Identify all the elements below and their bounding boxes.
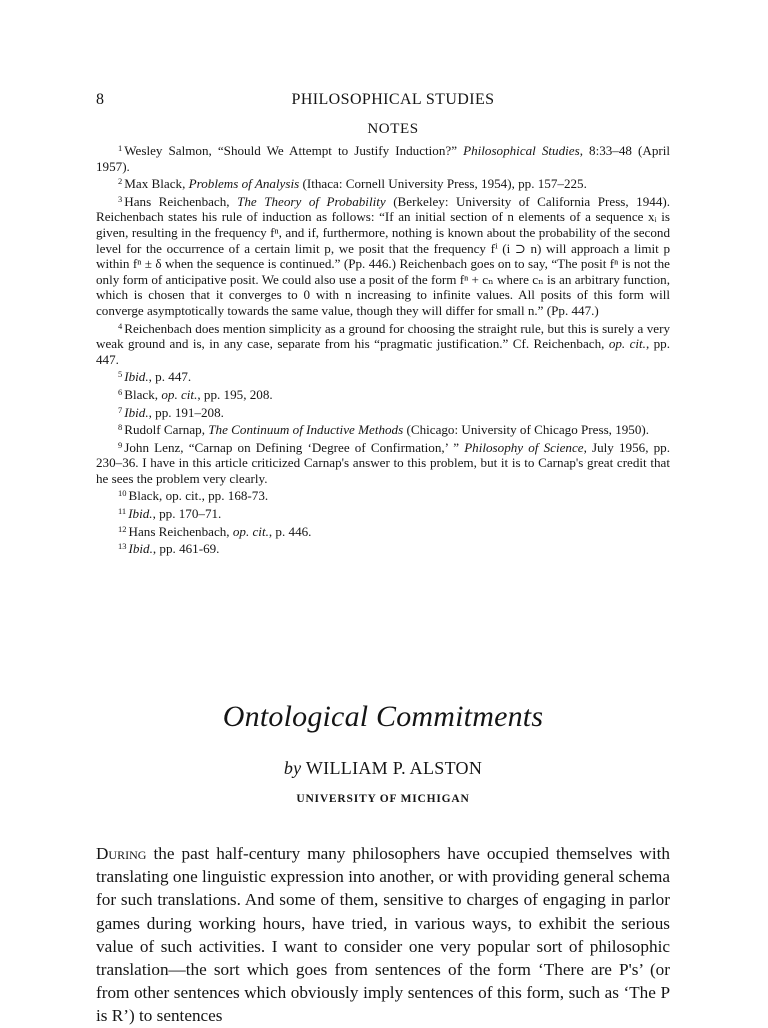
footnote xyxy=(96,438,670,487)
footnote-italic-text: op. cit. xyxy=(608,336,646,352)
body-paragraph: the past half-century many philosophers have occupied themselves with translating one linguistic expression into another, or with providing general schema for such translations. And some of them, sensitive to charges of engaging in parlor games during working hours, have tried, in various ways, to exhibit the serious value of such activities. I want to consider one very popular sort of philosophic translation—the sort which goes from sentences of the form ‘There are P's’ (or from other sentences which obviously imply sentences of this form, such as ‘The P is R’) to sentences xyxy=(96,844,670,1026)
footnote-text: Hans Reichenbach, xyxy=(128,523,233,539)
footnote xyxy=(96,141,670,174)
footnote-number: 13 xyxy=(118,541,127,552)
footnote-italic-text: The Theory of Probability xyxy=(237,193,386,209)
footnote-italic-text: Philosophy of Science xyxy=(464,439,584,455)
footnote-number: 1 xyxy=(118,143,123,153)
footnote-text: , p. 447. xyxy=(148,369,192,385)
footnote-italic-text: op. cit. xyxy=(161,386,198,402)
lead-word: During xyxy=(96,844,147,863)
footnote xyxy=(96,539,670,557)
footnote-text: (Ithaca: Cornell University Press, 1954), pp. 157–225. xyxy=(299,176,587,192)
footnote-text: , July 1956, pp. 230–36. I have in this article criticized Carnap's answer to this problem, but it is to Carnap's great credit that he sees the problem very clearly. xyxy=(96,439,670,486)
footnote-number: 5 xyxy=(118,369,123,380)
footnote-text: Rudolf Carnap, xyxy=(124,422,209,438)
article-title: Ontological Commitments xyxy=(222,700,544,733)
footnote xyxy=(96,504,670,522)
footnote-text: John Lenz, “Carnap on Defining ‘Degree of Confirmation,’ ” xyxy=(124,439,465,455)
footnote xyxy=(96,385,670,403)
footnote-number: 10 xyxy=(118,488,127,499)
byline-by: by xyxy=(283,758,302,778)
footnote-number: 8 xyxy=(118,422,123,433)
footnote-text: , pp. 170–71. xyxy=(152,506,222,522)
footnote-text: , pp. 191–208. xyxy=(148,404,224,420)
footnote-number: 11 xyxy=(118,506,127,517)
footnote-number: 6 xyxy=(118,386,123,397)
footnote-number: 9 xyxy=(118,439,123,450)
footnote xyxy=(96,486,670,504)
footnote-number: 4 xyxy=(118,320,123,331)
footnote-number: 12 xyxy=(118,523,127,534)
footnote-italic-text: The Continuum of Inductive Methods xyxy=(208,422,404,438)
footnote-text: Black, xyxy=(124,386,162,402)
author-name: WILLIAM P. ALSTON xyxy=(305,758,483,778)
footnote-text: , p. 446. xyxy=(268,523,312,539)
footnote-text: Hans Reichenbach, xyxy=(124,193,238,209)
footnote-italic-text: Ibid. xyxy=(124,369,149,385)
footnote-text: , pp. 447. xyxy=(96,336,670,367)
notes-section xyxy=(96,141,670,557)
footnote-text: , pp. 195, 208. xyxy=(197,386,273,402)
footnote xyxy=(96,192,670,319)
article-body xyxy=(96,842,670,1028)
footnote xyxy=(96,522,670,540)
footnote-italic-text: Ibid. xyxy=(124,404,149,420)
footnote-number: 7 xyxy=(118,404,123,415)
footnote-number: 2 xyxy=(118,176,123,187)
footnote-text: (Berkeley: University of California Press, 1944). Reichenbach states his rule of induction as follows: “If an initial section of n elements of a sequence xᵢ is given, resulting in the frequency fⁿ, and if, furthermore, nothing is known about the probability of the second level for the occurrence of a certain limit p, we posit that the frequency fⁱ (i ⊃ n) will approach a limit p within fⁿ ± δ when the sequence is continued.” (Pp. 446.) Reichenbach goes on to say, “The posit fⁿ is not the only form of anticipative posit. We could also use a posit of the form fⁿ + cₙ where cₙ is an arbitrary function, which is chosen that it converges to 0 with n increasing to infinite values. All posits of this form will converge asymptotically towards the same value, though they will differ for small n.” (Pp. 447.) xyxy=(96,193,670,318)
footnote-italic-text: Problems of Analysis xyxy=(188,176,300,192)
footnote xyxy=(96,367,670,385)
page-header xyxy=(96,91,670,115)
footnote-italic-text: Ibid. xyxy=(128,541,153,557)
footnote-text: Black, op. cit., pp. 168-73. xyxy=(128,488,269,504)
footnote-text: (Chicago: University of Chicago Press, 1950). xyxy=(403,422,650,438)
author-affiliation: UNIVERSITY OF MICHIGAN xyxy=(296,793,470,805)
footnote xyxy=(96,174,670,192)
footnote-number: 3 xyxy=(118,193,123,204)
footnote-italic-text: op. cit. xyxy=(232,523,269,539)
footnote-text: Reichenbach does mention simplicity as a ground for choosing the straight rule, but this is surely a very weak ground and is, in any case, separate from his “pragmatic justification.” Cf. Reichenbach, xyxy=(96,320,670,352)
footnote-text: Max Black, xyxy=(124,176,189,192)
footnote xyxy=(96,420,670,438)
running-head: PHILOSOPHICAL STUDIES xyxy=(291,91,495,108)
footnote-text: Wesley Salmon, “Should We Attempt to Justify Induction?” xyxy=(124,143,464,158)
footnote-italic-text: Philosophical Studies xyxy=(463,143,580,158)
footnote-text: , pp. 461-69. xyxy=(152,541,220,557)
notes-heading: NOTES xyxy=(367,121,419,137)
footnote-text: , 8:33–48 (April 1957). xyxy=(96,143,670,174)
byline xyxy=(96,758,670,779)
footnote-italic-text: Ibid. xyxy=(128,506,153,522)
footnote xyxy=(96,319,670,368)
footnote xyxy=(96,403,670,421)
page-number: 8 xyxy=(96,91,105,108)
